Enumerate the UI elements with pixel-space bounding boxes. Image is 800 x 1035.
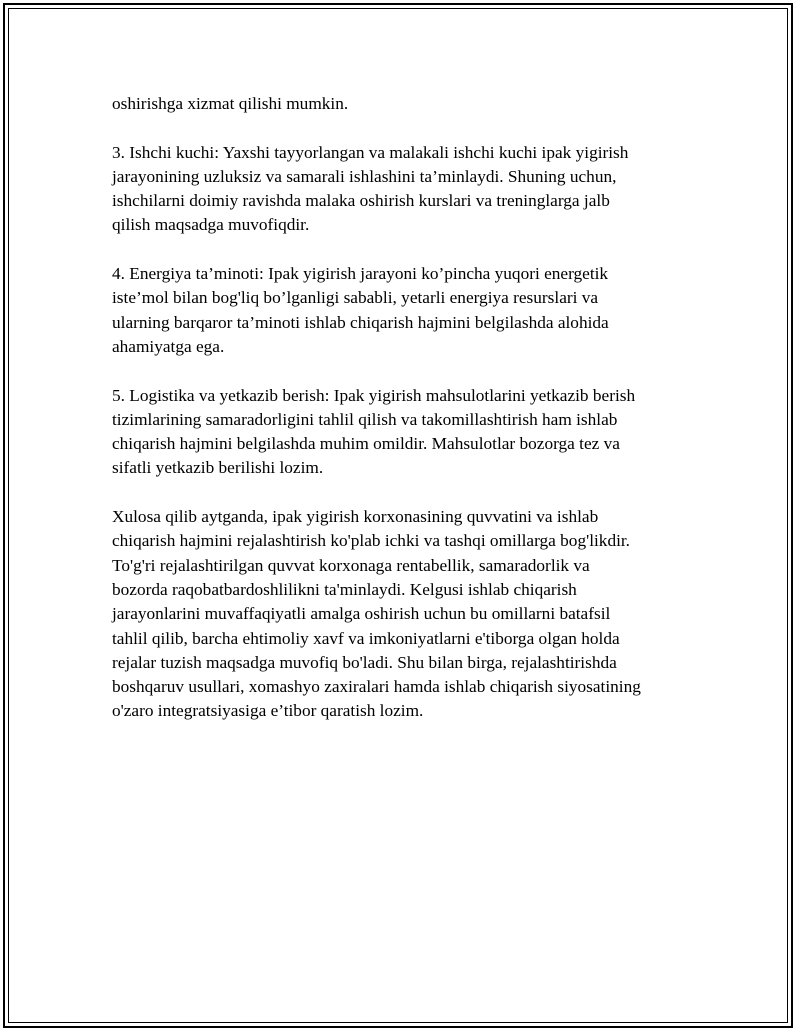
text-line: chiqarish hajmini belgilashda muhim omildir. Mahsulotlar bozorga tez va — [112, 434, 620, 454]
text-line: iste’mol bilan bog'liq bo’lganligi sababli, yetarli energiya resurslari va — [112, 288, 599, 308]
text-line: ahamiyatga ega. — [112, 336, 225, 356]
text-line: bozorda raqobatbardoshlilikni ta'minlaydi. Kelgusi ishlab chiqarish — [112, 579, 577, 599]
paragraph-gap — [112, 359, 712, 383]
paragraph-gap — [112, 481, 712, 505]
text-line: ularning barqaror ta’minoti ishlab chiqarish hajmini belgilashda alohida — [112, 312, 609, 332]
text-line: sifatli yetkazib berilishi lozim. — [112, 458, 324, 478]
text-line: qilish maqsadga muvofiqdir. — [112, 215, 310, 235]
text-line: boshqaruv usullari, xomashyo zaxiralari hamda ishlab chiqarish siyosatining — [112, 677, 641, 697]
paragraph-gap — [112, 238, 712, 262]
text-line: 5. Logistika va yetkazib berish: Ipak yigirish mahsulotlarini yetkazib berish — [112, 385, 636, 405]
text-line: Xulosa qilib aytganda, ipak yigirish korxonasining quvvatini va ishlab — [112, 507, 599, 527]
text-line: 3. Ishchi kuchi: Yaxshi tayyorlangan va malakali ishchi kuchi ipak yigirish — [112, 142, 629, 162]
text-line: oshirishga xizmat qilishi mumkin. — [112, 94, 349, 113]
text-line: ishchilarni doimiy ravishda malaka oshirish kurslari va treninglarga jalb — [112, 191, 610, 211]
text-line: tizimlarining samaradorligini tahlil qilish va takomillashtirish ham ishlab — [112, 409, 618, 429]
text-line: jarayonlarini muvaffaqiyatli amalga oshirish uchun bu omillarni batafsil — [112, 604, 611, 624]
document-body — [112, 92, 712, 724]
text-line: o'zaro integratsiyasiga e’tibor qaratish lozim. — [112, 701, 424, 721]
paragraph-gap — [112, 116, 712, 140]
text-line: tahlil qilib, barcha ehtimoliy xavf va imkoniyatlarni e'tiborga olgan holda — [112, 628, 620, 648]
text-line: chiqarish hajmini rejalashtirish ko'plab ichki va tashqi omillarga bog'likdir. — [112, 531, 631, 551]
text-line: 4. Energiya ta’minoti: Ipak yigirish jarayoni ko’pincha yuqori energetik — [112, 264, 609, 284]
text-line: jarayonining uzluksiz va samarali ishlashini ta’minlaydi. Shuning uchun, — [112, 166, 617, 186]
text-line: rejalar tuzish maqsadga muvofiq bo'ladi. Shu bilan birga, rejalashtirishda — [112, 652, 617, 672]
text-line: To'g'ri rejalashtirilgan quvvat korxonaga rentabellik, samaradorlik va — [112, 555, 590, 575]
